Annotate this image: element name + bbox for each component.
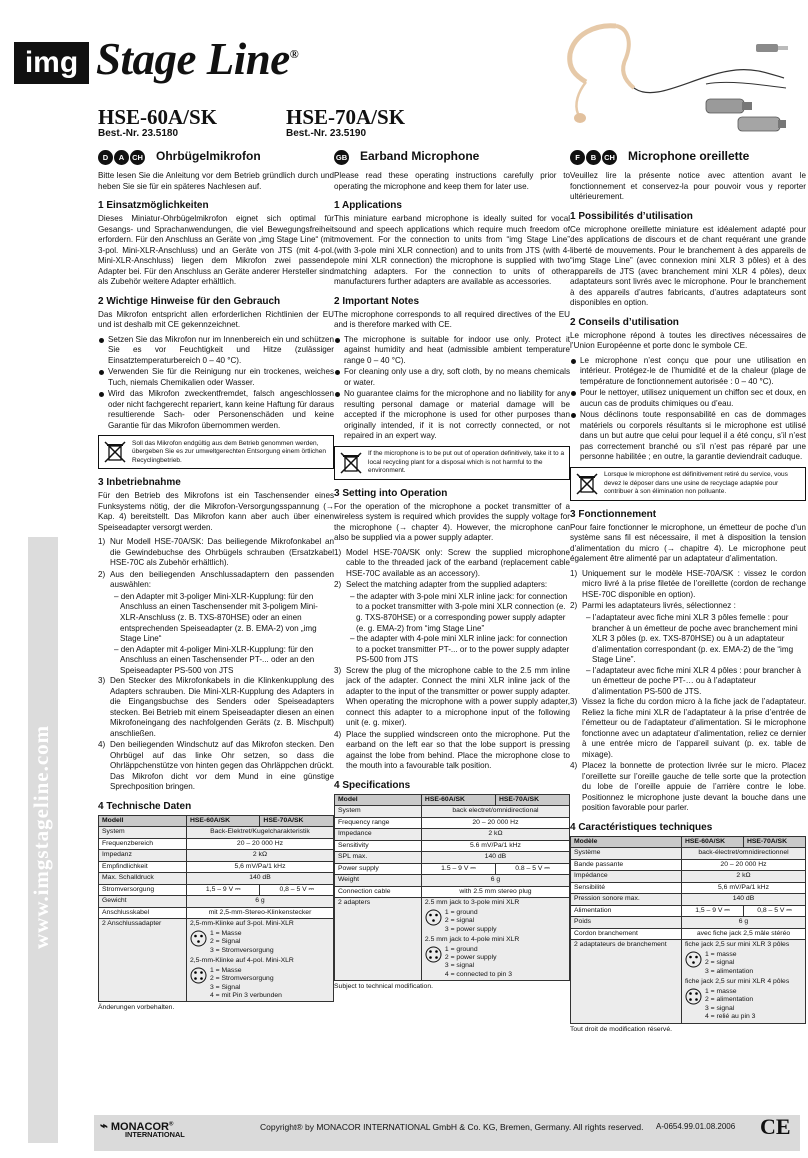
recycling-notice bbox=[570, 467, 806, 501]
document-code: A-0654.99.01.08.2006 bbox=[656, 1122, 736, 1131]
sub-step: – den Adapter mit 4-poliger Mini-XLR-Kupplung: für den Anschluss an einen Taschensender PT-... oder an den Speiseadapter PS-500 von JTS bbox=[114, 644, 315, 675]
xlr-4-pin-icon bbox=[425, 946, 442, 963]
paragraph: Dieses Miniatur-Ohrbügelmikrofon eignet sich optimal für Gesangs- und Sprachanwendungen, die viel Bewegungsfreiheit erfordern. Für den Anschluss an Geräte von „img Stage Line“ (mit 3-pol. Mini-XLR-Anschluss) und an Geräte von JTS (mit 4-pol. Mini-XLR-Anschluss) liegen dem Mikrofon zwei passende Adapter bei. Für den Anschluss an Geräte anderer Hersteller sind als Zubehör weitere Adapter erhältlich. bbox=[98, 214, 334, 287]
img-logo: img bbox=[14, 42, 89, 84]
spec-table: Model HSE-60A/SK HSE-70A/SK System back electret/omnidirectional Frequency range 20 – 20 000 Hz Impedance 2 kΩ Sensitivity 5.6 mV/Pa/1 kHz SPL max. 140 dB Power supply 1.5 – 9 V ⎓ 0.8 – 5 V ⎓ Weight 6 g Connection cable with 2.5 mm stereo plug 2 adapters 2.5 mm jack to 3-pole mini XLR 1 = ground 2 = signal 3 = power supply 2.5 mm jack to 4-pole mini XLR 1 = ground 2 = power supply 3 = signal 4 = connected to pin 3 bbox=[334, 794, 570, 982]
modification-note: Änderungen vorbehalten. bbox=[98, 1004, 175, 1012]
section-heading: 3 Inbetriebnahme bbox=[98, 477, 181, 489]
section-heading: 3 Setting into Operation bbox=[334, 487, 448, 499]
paragraph: The microphone corresponds to all required directives of the EU and is therefore marked with CE. bbox=[334, 309, 570, 330]
xlr-4-pin-icon bbox=[190, 967, 207, 984]
sub-step: – den Adapter mit 3-poliger Mini-XLR-Kupplung: für den Anschluss an einen Taschensender mit 3-poligem Mini-XLR-Anschluss (z. B. TXS-870HSE) oder an einen entsprechenden Speiseadapter (z. B. EMA-2) von „img Stage Line“ bbox=[114, 591, 318, 644]
column-german bbox=[98, 149, 334, 1013]
section-heading: 4 Specifications bbox=[334, 779, 411, 791]
section-title: Microphone oreillette bbox=[628, 149, 750, 164]
sub-step: – the adapter with 4-pole mini XLR inline jack: for connection to a pocket transmitter PT-... or to the power supply adapter PS-500 from JTS bbox=[350, 634, 570, 665]
spec-table: Modell HSE-60A/SK HSE-70A/SK System Back-Elektret/Kugelcharakteristik Frequenzbereich 20 – 20 000 Hz Impedanz 2 kΩ Empfindlichkeit 5,6 mV/Pa/1 kHz Max. Schalldruck 140 dB Stromversorgung 1,5 – 9 V ⎓ 0,8 – 5 V ⎓ Gewicht 6 g Anschlusskabel mit 2,5-mm-Stereo-Klinkenstecker 2 Anschlussadapter 2,5-mm-Klinke auf 3-pol. Mini-XLR 1 = Masse 2 = Signal 3 = Stromversorgung 2,5-mm-Klinke auf 4-pol. Mini-XLR 1 = Masse 2 = Stromversorgung 3 = Signal 4 = mit Pin 3 verbunden bbox=[98, 815, 334, 1003]
bullet-item: Nous déclinons toute responsabilité en cas de dommages matériels ou corporels résultants si le microphone est utilisé dans un but autre que celui pour lequel il a été conçu, s’il n’est pas correctement branché ou s’il n’est pas réparé par une personne habilitée ; en outre, la garantie deviendrait caduque. bbox=[570, 410, 806, 463]
xlr-4-pin-icon bbox=[685, 988, 702, 1005]
recycling-text: If the microphone is to be put out of operation definitively, take it to a local recycling plant for a disposal which is not harmful to the environment. bbox=[368, 450, 565, 475]
numbered-step: 2) Aus den beiliegenden Anschlussadaptern den passenden auswählen: bbox=[98, 569, 334, 590]
sub-step: – l’adaptateur avec fiche mini XLR 3 pôles femelle : pour brancher à un émetteur de poche avec branchement mini XLR 3 pôles (p. ex. TXS-870HSE) ou à un adaptateur d’alimentation correspondant (p. ex. EMA-2) de the “img Stage Line”. bbox=[586, 612, 798, 665]
numbered-step: 4) Place the supplied windscreen onto the microphone. Put the earband on the left ear so that the lobe support is pressing against the lobe from behind. Place the microphone close to the mouth into a favourable talk position. bbox=[334, 729, 570, 771]
paragraph: Ce microphone oreillette miniature est idéalement adapté pour des applications de discours et de chant requérant une grande liberté de mouvements. Pour le branchement à des appareils de “img Stage Line” (avec connexion mini XLR 3 pôles) et à des appareils de JTS (avec branchement mini XLR 4 pôles), deux adaptateurs sont livrés avec le microphone. Pour le branchement à des appareils d’autres fabricants, d’autres adaptateurs sont disponibles en option. bbox=[570, 224, 806, 308]
section-heading: 3 Fonctionnement bbox=[570, 508, 657, 520]
recycling-text: Lorsque le microphone est définitivement retiré du service, vous devez le déposer dans une usine de recyclage adaptée pour contribuer à son élimination non polluante. bbox=[604, 471, 788, 496]
numbered-step: 3) Screw the plug of the microphone cable to the 2.5 mm inline jack of the adapter. Connect the mini XLR inline jack of the adapter to the input of the transmitter or power supply adapter. When operating the microphone with a power supply adapter, connect this adapter to a microphone input of the following unit (e. g. mixer). bbox=[334, 665, 570, 728]
intro-text: Bitte lesen Sie die Anleitung vor dem Betrieb gründlich durch und heben Sie sie für ein späteres Nachlesen auf. bbox=[98, 171, 334, 191]
monacor-logo: ⌁ MONACOR® bbox=[100, 1118, 174, 1133]
paragraph: Das Mikrofon entspricht allen erforderlichen Richtlinien der EU und ist deshalb mit CE gekennzeichnet. bbox=[98, 309, 334, 330]
crossed-bin-icon bbox=[574, 471, 600, 497]
bullet-item: Verwenden Sie für die Reinigung nur ein trockenes, weiches Tuch, niemals Chemikalien oder Wasser. bbox=[98, 367, 334, 388]
section-heading: 1 Possibilités d’utilisation bbox=[570, 210, 693, 222]
bullet-item: Setzen Sie das Mikrofon nur im Innenbereich ein und schützen Sie es vor Feuchtigkeit und Hitze (zulässiger Einsatztemperaturbereich 0 – 40 °C). bbox=[98, 335, 334, 367]
spec-table: Modèle HSE-60A/SK HSE-70A/SK Système back-électret/omnidirectionnel Bande passante 20 – 20 000 Hz Impédance 2 kΩ Sensibilité 5,6 mV/Pa/1 kHz Pression sonore max. 140 dB Alimentation 1,5 – 9 V ⎓ 0,8 – 5 V ⎓ Poids 6 g Cordon branchement avec fiche jack 2,5 mâle stéréo 2 adaptateurs de branchement fiche jack 2,5 sur mini XLR 3 pôles 1 = masse 2 = signal 3 = alimentation fiche jack 2,5 sur mini XLR 4 pôles 1 = masse 2 = alimentation 3 = signal 4 = relié au pin 3 bbox=[570, 836, 806, 1024]
language-heading-de bbox=[98, 149, 334, 165]
ce-mark: CE bbox=[760, 1114, 791, 1139]
xlr-3-pin-icon bbox=[190, 930, 207, 947]
section-heading: 4 Technische Daten bbox=[98, 800, 192, 812]
paragraph: This miniature earband microphone is ideally suited for vocal sound and speech applications which require much freedom of movement. For the connection to units from “img Stage Line” (with 3-pole mini XLR connection) and to units from JTS (with 4-pole mini XLR connection) the microphone is supplied with two matching adapters. For the connection to units of other manufacturers further adapters are available as accessories. bbox=[334, 214, 570, 287]
bullet-item: The microphone is suitable for indoor use only. Protect it against humidity and heat (admissible ambient temperature range 0 – 40 °C). bbox=[334, 335, 570, 367]
crossed-bin-icon bbox=[338, 450, 364, 476]
section-heading: 2 Conseils d’utilisation bbox=[570, 316, 679, 328]
xlr-3-pin-icon bbox=[685, 951, 702, 968]
stage-line-logo: Stage Line® bbox=[96, 34, 299, 84]
language-heading-en bbox=[334, 149, 570, 165]
numbered-step: 1) Uniquement sur le modèle HSE-70A/SK : vissez le cordon micro livré à la prise filetée de l’oreillette (cordon de rechange HSE-70C disponible en option). bbox=[570, 568, 806, 599]
website-url: www.imgstageline.com bbox=[29, 724, 53, 950]
language-heading-fr bbox=[570, 149, 806, 165]
section-heading: 2 Wichtige Hinweise für den Gebrauch bbox=[98, 295, 281, 307]
bullet-item: Wird das Mikrofon zweckentfremdet, falsch angeschlossen oder nicht fachgerecht repariert, kann keine Haftung für daraus resultierende Sach- oder Personenschäden und keine Garantie für das Mikrofon übernommen werden. bbox=[98, 389, 334, 431]
intro-text: Please read these operating instructions carefully prior to operating the microphone and keep them for later use. bbox=[334, 171, 570, 191]
recycling-notice bbox=[98, 435, 334, 469]
paragraph: Pour faire fonctionner le microphone, un émetteur de poche d’un système sans fil est nécessaire, il met à disposition la tension d’alimentation du micro (→ chapitre 4). Le microphone peut également être alimenté par un adaptateur d’alimentation. bbox=[570, 522, 806, 564]
paragraph: For the operation of the microphone a pocket transmitter of a wireless system is required which provides the supply voltage for the microphone (→ chapter 4). However, the microphone can also be supplied via a power supply adapter. bbox=[334, 501, 570, 543]
column-english bbox=[334, 149, 570, 992]
sub-step: – l’adaptateur avec fiche mini XLR 4 pôles : pour brancher à un émetteur de poche PT-… ou à l’adaptateur d’alimentation PS-500 de JTS. bbox=[586, 665, 802, 696]
bullet-item: Le microphone n’est conçu que pour une utilisation en intérieur. Protégez-le de l’humidité et de la chaleur (plage de température de fonctionnement autorisée : 0 – 40 °C). bbox=[570, 356, 806, 388]
paragraph: Le microphone répond à toutes les directives nécessaires de l’Union Européenne et porte donc le symbole CE. bbox=[570, 330, 806, 351]
section-heading: 1 Applications bbox=[334, 200, 402, 212]
language-badge: A bbox=[114, 150, 129, 165]
language-badge: CH bbox=[130, 150, 145, 165]
numbered-step: 3) Den Stecker des Mikrofonkabels in die Klinkenkupplung des Adapters schrauben. Die Mini-XLR-Kupplung des Adapters in die Eingangsbuchse des Senders oder Speiseadapters stecken. Bei Betrieb mit einem Speiseadapter diesen an einen Mikrofoneingang des nachfolgenden Geräts (z. B. Mischpult) anschließen. bbox=[98, 676, 334, 738]
numbered-step: 4) Den beiliegenden Windschutz auf das Mikrofon stecken. Den Ohrbügel auf das linke Ohr setzen, so dass die Ohrläppchenstütze von hinten gegen das Ohrläppchen drückt. Das Mikrofon dicht vor dem Mund in eine günstige Sprechposition bringen. bbox=[98, 740, 334, 792]
bullet-item: No guarantee claims for the microphone and no liability for any resulting personal damage or material damage will be accepted if the microphone is used for other purposes than originally intended, if it is not correctly connected, or not repaired in an expert way. bbox=[334, 389, 570, 442]
order-number-1: Best.-Nr. 23.5180 bbox=[98, 128, 179, 139]
xlr-3-pin-icon bbox=[425, 909, 442, 926]
column-french bbox=[570, 149, 806, 1034]
numbered-step: 2) Parmi les adaptateurs livrés, sélectionnez : bbox=[570, 601, 736, 611]
language-badge: CH bbox=[602, 150, 617, 165]
numbered-step: 4) Placez la bonnette de protection livrée sur le micro. Placez l’oreillette sur l’oreille gauche de telle sorte que la protection du lobe de l’oreille appuie de l’arrière contre le lobe. Positionnez le microphone juste devant la bouche dans une position favorable pour parler. bbox=[570, 761, 806, 813]
language-badge: D bbox=[98, 150, 113, 165]
language-badge: GB bbox=[334, 150, 349, 165]
earband-microphone-image bbox=[556, 14, 790, 142]
model-name-2: HSE-70A/SK bbox=[286, 105, 406, 129]
bullet-item: For cleaning only use a dry, soft cloth, by no means chemicals or water. bbox=[334, 367, 570, 388]
language-badge: F bbox=[570, 150, 585, 165]
modification-note: Subject to technical modification. bbox=[334, 983, 433, 991]
section-title: Ohrbügelmikrofon bbox=[156, 149, 261, 164]
paragraph: Für den Betrieb des Mikrofons ist ein Taschensender eines Funksystems nötig, der die Mikrofon-Versorgungsspannung (→ Kap. 4) bereitstellt. Das Mikrofon kann aber auch über einen Speiseadapter versorgt werden. bbox=[98, 491, 334, 532]
numbered-step: 1) Nur Modell HSE-70A/SK: Das beiliegende Mikrofonkabel an die Gewindebuchse des Ohrbügels schrauben (Ersatzkabel HSE-70C als Zubehör erhältlich). bbox=[98, 537, 334, 568]
sub-step: – the adapter with 3-pole mini XLR inline jack: for connection to a pocket transmitter with 3-pole mini XLR connection (e. g. TXS-870HSE) or a corresponding power supply adapter (e. g. EMA-2) from “img Stage Line” bbox=[350, 591, 568, 633]
copyright-text: Copyright® by MONACOR INTERNATIONAL GmbH & Co. KG, Bremen, Germany. All rights reserved. bbox=[260, 1122, 644, 1132]
recycling-text: Soll das Mikrofon endgültig aus dem Betrieb genommen werden, übergeben Sie es zur umweltgerechten Entsorgung einem örtlichen Recyclingbetrieb. bbox=[132, 439, 327, 464]
section-heading: 4 Caractéristiques techniques bbox=[570, 821, 713, 833]
order-number-2: Best.-Nr. 23.5190 bbox=[286, 128, 367, 139]
bullet-item: Pour le nettoyer, utilisez uniquement un chiffon sec et doux, en aucun cas de produits chimiques ou d’eau. bbox=[570, 388, 806, 409]
crossed-bin-icon bbox=[102, 439, 128, 465]
language-badge: B bbox=[586, 150, 601, 165]
section-title: Earband Microphone bbox=[360, 149, 480, 164]
recycling-notice bbox=[334, 446, 570, 480]
monacor-sub: INTERNATIONAL bbox=[125, 1130, 185, 1139]
numbered-step: 2) Select the matching adapter from the supplied adapters: bbox=[334, 580, 548, 590]
model-name-1: HSE-60A/SK bbox=[98, 105, 218, 129]
numbered-step: 3) Vissez la fiche du cordon micro à la fiche jack de l’adaptateur. Reliez la fiche mini XLR de l’adaptateur à la prise d’entrée de l’émetteur ou de l’adaptateur d’alimentation. Si le microphone fonctionne avec un adaptateur d’alimentation, reliez ce dernier à une entrée micro de l’appareil suivant (p. ex. table de mixage). bbox=[570, 697, 806, 759]
numbered-step: 1) Model HSE-70A/SK only: Screw the supplied microphone cable to the threaded jack of the earband (replacement cable HSE-70C available as an accessory). bbox=[334, 547, 570, 578]
intro-text: Veuillez lire la présente notice avec attention avant le fonctionnement et conservez-la pour pouvoir vous y reporter ultérieurement. bbox=[570, 171, 806, 202]
section-heading: 1 Einsatzmöglichkeiten bbox=[98, 200, 209, 212]
modification-note: Tout droit de modification réservé. bbox=[570, 1025, 673, 1033]
section-heading: 2 Important Notes bbox=[334, 295, 420, 307]
